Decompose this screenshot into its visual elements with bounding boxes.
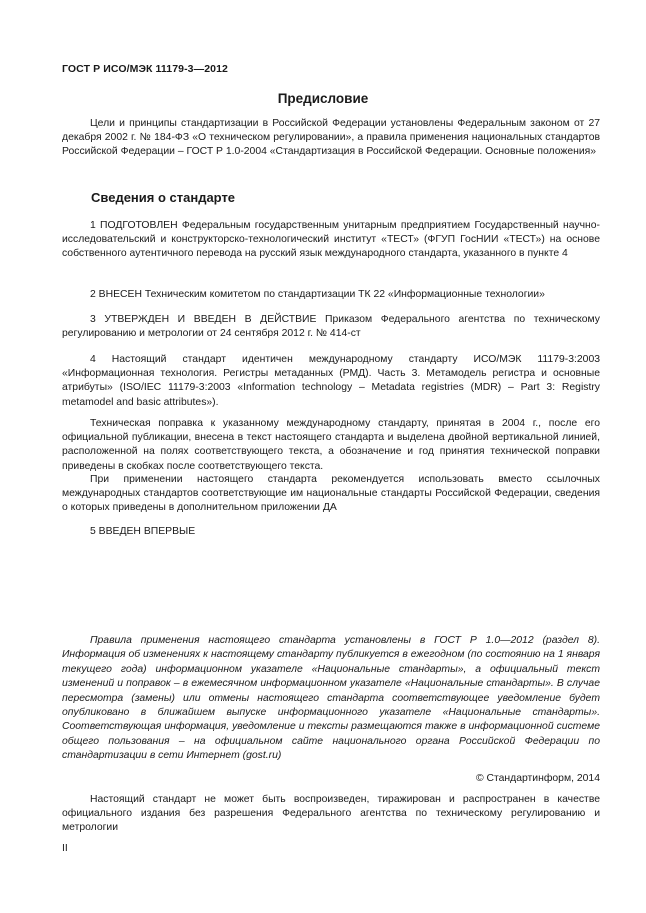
info-section-title: Сведения о стандарте bbox=[91, 190, 236, 205]
info-item-2: 2 ВНЕСЕН Техническим комитетом по стандартизации ТК 22 «Информационные технологии» bbox=[90, 289, 545, 300]
info-item-5: 5 ВВЕДЕН ВПЕРВЫЕ bbox=[90, 526, 196, 537]
info-item-4-references: При применении настоящего стандарта рекомендуется использовать вместо ссылочных международных стандартов соответствующие им национальные стандарты Российской Федерации, сведения о которых приведены в дополнительном приложении ДА bbox=[62, 474, 600, 514]
reproduction-notice: Настоящий стандарт не может быть воспроизведен, тиражирован и распространен в качестве официального издания без разрешения Федерального агентства по техническому регулированию и метрологии bbox=[62, 794, 600, 834]
application-rules-notice: Правила применения настоящего стандарта установлены в ГОСТ Р 1.0—2012 (раздел 8). Информация об изменениях к настоящему стандарту публикуется в ежегодном (по состоянию на 1 января текущего года) информационном указателе «Национальные стандарты», а официальный текст изменений и поправок – в ежемесячном информационном указателе «Национальные стандарты». В случае пересмотра (замены) или отмены настоящего стандарта соответствующее уведомление будет опубликовано в ближайшем выпуске информационного указателе «Национальные стандарты». Соответствующая информация, уведомление и тексты размещаются также в информационной системе общего пользования – на официальном сайте национального органа Российской Федерации по стандартизации в сети Интернет (gost.ru) bbox=[62, 635, 600, 762]
copyright-line: © Стандартинформ, 2014 bbox=[475, 773, 600, 784]
info-item-1: 1 ПОДГОТОВЛЕН Федеральным государственным унитарным предприятием Государственный научно-исследовательский и конструкторско-технологический институт «ТЕСТ» (ФГУП ГосНИИ «ТЕСТ») на основе собственного аутентичного перевода на русский язык международного стандарта, указанного в пункте 4 bbox=[62, 220, 600, 260]
page-number: II bbox=[62, 843, 68, 854]
info-item-4: 4 Настоящий стандарт идентичен международному стандарту ИСО/МЭК 11179-3:2003 «Информационная технология. Регистры метаданных (РМД). Часть 3. Метамодель регистра и основные атрибуты» (ISO/IEC 11179-3:2003 «Information technology – Metadata registries (MDR) – Part 3: Registry metamodel and basic attributes»). bbox=[62, 354, 600, 408]
document-header-id: ГОСТ Р ИСО/МЭК 11179-3—2012 bbox=[62, 63, 228, 75]
foreword-paragraph: Цели и принципы стандартизации в Российской Федерации установлены Федеральным законом от 27 декабря 2002 г. № 184-ФЗ «О техническом регулировании», а правила применения национальных стандартов Российской Федерации – ГОСТ Р 1.0-2004 «Стандартизация в Российской Федерации. Основные положения» bbox=[62, 118, 600, 158]
info-item-3: 3 УТВЕРЖДЕН И ВВЕДЕН В ДЕЙСТВИЕ Приказом Федерального агентства по техническому регулированию и метрологии от 24 сентября 2012 г. № 414-ст bbox=[62, 314, 600, 340]
info-item-4-amendment: Техническая поправка к указанному международному стандарту, принятая в 2004 г., после его официальной публикации, внесена в текст настоящего стандарта и выделена двойной вертикальной линией, расположенной на полях соответствующего текста, а обозначение и год принятия технической поправки приведены в скобках после соответствующего текста. bbox=[62, 418, 600, 472]
foreword-title: Предисловие bbox=[277, 91, 369, 106]
